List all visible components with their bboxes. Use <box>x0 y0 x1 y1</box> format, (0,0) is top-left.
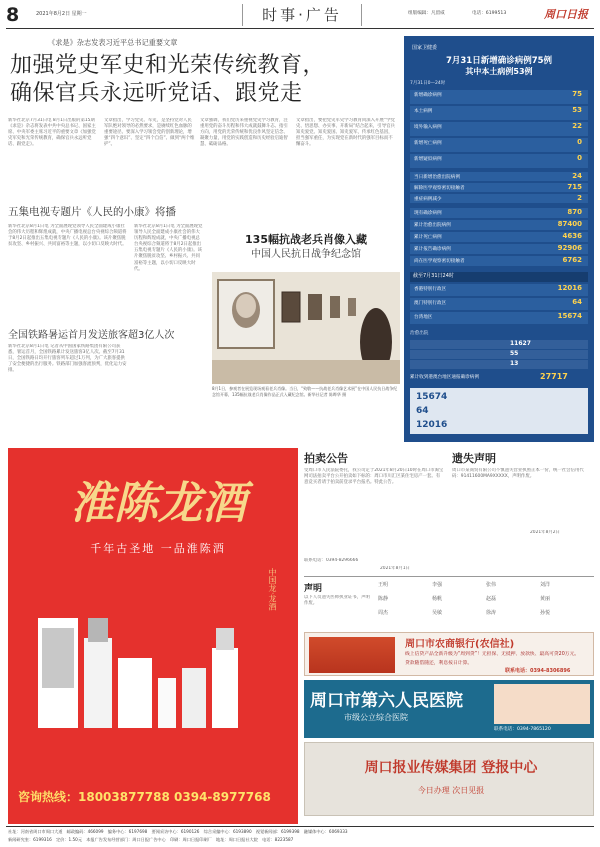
article1-title-line1: 加强党史军史和光荣传统教育， <box>10 53 326 78</box>
recovery-row <box>410 183 588 192</box>
liquor-ad <box>8 448 298 824</box>
loss-notice-title: 遗失声明 <box>452 452 496 465</box>
recovery-value: 2 <box>577 194 582 202</box>
bank-line2: 贷款随借随还，利息按日计算。 <box>405 661 473 666</box>
total-value: 870 <box>567 208 582 216</box>
hospital-title: 周口市第六人民医院 <box>310 691 463 710</box>
total-label: 尚在医学观察密切接触者 <box>414 259 465 264</box>
total-value: 4636 <box>562 232 582 240</box>
footer-line2: 新闻研究室：6199316 定价：1.50元 本报广告发布经营部门：周口日报广告中心 印刷：周口日报印刷厂 地址：周口日报社大院 电话：8223587 <box>8 837 294 842</box>
editor-label: 组版编辑：凡留威 <box>408 11 445 16</box>
epidemic-section2: 截至7月31日24时 <box>410 272 588 282</box>
auction-contact: 联系电话：0394-8296666 <box>304 558 359 563</box>
newspaper-ad <box>304 742 594 816</box>
epidemic-title-line1: 7月31日新增确诊病例75例 <box>445 56 553 66</box>
article1-title-line2: 确保官兵永远听党话、跟党走 <box>10 81 303 106</box>
photo-caption: 8月1日，参观者在展览现场观看老兵肖像。当日，“致敬——抗战老兵肖像艺术展”在中国人民抗日战争纪念馆开幕，135幅抗战老兵肖像作品正式入藏纪念馆。新华社记者 陈晔华 摄 <box>212 386 398 397</box>
new-case-label: 新增死亡病例 <box>414 141 442 146</box>
new-case-label: 新增确诊病例 <box>414 93 442 98</box>
total-label: 现有确诊病例 <box>414 211 442 216</box>
footer-value-mo: 64 <box>416 406 429 416</box>
new-case-value: 75 <box>572 90 582 98</box>
statement-name: 徐涛 <box>486 610 497 616</box>
photo-title-block <box>212 232 400 272</box>
new-case-value: 22 <box>572 122 582 130</box>
recovery-row <box>410 194 588 203</box>
total-row <box>410 220 588 230</box>
newspaper-ad-subtitle: 今日办理 次日见报 <box>417 786 485 795</box>
statement-name: 吴敏 <box>432 610 443 616</box>
auction-title: 拍卖公告 <box>304 452 348 465</box>
epidemic-new-cases <box>410 90 588 170</box>
region-value: 12016 <box>557 284 582 292</box>
article2-body: 新华社北京8月1日电 为全面展现党领导人民全面建成小康社会的伟大历程和辉煌成就，中央广播电视总台央视综合频道将于8月2日起推出五集电视专题片《人民的小康》。该片聚焦脱贫攻坚、乡村振兴、共同富裕等主题，以小切口反映大时代。 <box>8 224 127 248</box>
total-value: 87400 <box>557 220 582 228</box>
epidemic-hk-mo-tw <box>410 284 588 328</box>
total-row <box>410 244 588 254</box>
hospital-ad <box>304 680 594 738</box>
loss-notice-date: 2021年8月2日 <box>530 530 560 535</box>
new-case-label: 新增疑似病例 <box>414 157 442 162</box>
bank-hotline: 联系电话：0394-8306896 <box>505 668 571 674</box>
epidemic-title-line2: 其中本土病例53例 <box>465 67 533 76</box>
auction-body: 受周口市人民法院委托，我公司定于2021年8月20日10时在周口市淘宝网司法拍卖平台公开拍卖如下标的：周口市川汇区某住宅房产一套。有意竞买者请于拍卖前登录平台报名。特此公告。 <box>304 468 444 486</box>
new-case-row <box>410 122 588 136</box>
cure-tw: 13 <box>410 360 588 369</box>
liquor-vertical-text: 中国龙·龙酒 <box>268 568 277 611</box>
statement-name: 王明 <box>378 582 389 588</box>
total-row <box>410 232 588 242</box>
epidemic-infographic <box>404 36 594 442</box>
statement-name: 赵磊 <box>486 596 497 602</box>
article1-para4: 文章指出，要把党史军史学习教育同深入开展“学党史、悟思想、办实事、开新局”结合起来，引导官兵知史爱党、知史爱国、知史爱军，传承红色基因，担当强军重任，为实现党在新时代的强军目标而不懈奋斗。 <box>296 118 395 148</box>
epidemic-source: 国家卫健委 <box>412 45 438 51</box>
statement-name: 李强 <box>432 582 443 588</box>
region-label: 香港特别行政区 <box>414 287 447 292</box>
article1-kicker: 《求是》杂志发表习近平总书记重要文章 <box>48 38 178 47</box>
newspaper-ad-title: 周口报业传媒集团 登报中心 <box>364 760 538 776</box>
recovery-label: 解除医学观察密切接触者 <box>414 186 465 191</box>
loss-notice-body: 周口市某商贸有限公司不慎遗失营业执照正本一份，统一社会信用代码：91411600MA9XXXXX，声明作废。 <box>452 468 584 480</box>
article2-body-continued: 新华社北京8月1日电 为全面展现党领导人民全面建成小康社会的伟大历程和辉煌成就，中央广播电视总台央视综合频道将于8月2日起推出五集电视专题片《人民的小康》。该片聚焦脱贫攻坚、乡村振兴、共同富裕等主题，以小切口反映大时代。 <box>134 224 203 272</box>
page-number: 8 <box>6 4 20 26</box>
liquor-products <box>28 598 268 748</box>
bank-line1: 线上信贷产品全新升级为“周到贷”！无担保、无抵押、放款快、最高可贷20万元。 <box>405 652 580 657</box>
new-case-label: 本土病例 <box>414 109 433 114</box>
region-value: 64 <box>572 298 582 306</box>
hospital-subtitle: 市级公立综合医院 <box>344 713 408 722</box>
newspaper-brand: 周口日报 <box>544 8 588 21</box>
bank-ad <box>304 632 594 676</box>
total-value: 27717 <box>540 372 568 381</box>
statement-body: 以下人员遗失医师执业证书，声明作废。 <box>304 595 370 607</box>
new-case-value: 0 <box>577 138 582 146</box>
statement-name: 周杰 <box>378 610 389 616</box>
cure-mo: 55 <box>410 350 588 359</box>
statement-name: 孙悦 <box>540 610 551 616</box>
recovery-label: 当日新增治愈出院病例 <box>414 175 460 180</box>
article1-para2: 文章指出，学习党史、军史，是坚持党对人民军队绝对领导的必然要求，是赓续红色血脉的重要途径。要深入学习领会党的创新理论，增强“四个意识”、坚定“四个自信”、做到“两个维护”。 <box>104 118 195 148</box>
recovery-value: 715 <box>567 183 582 191</box>
total-label: 累计报告确诊病例 <box>414 247 451 252</box>
statement-block <box>304 576 594 628</box>
photo-title-line1: 135幅抗战老兵肖像入藏 <box>245 233 367 246</box>
total-row <box>410 208 588 218</box>
article1-para1: 新华社北京7月31日电 8月1日出版的第15期《求是》杂志将发表中共中央总书记、国家主席、中央军委主席习近平的重要文章《加强党史军史和光荣传统教育，确保官兵永远听党话、跟党走》。 <box>8 118 96 148</box>
total-label: 累计死亡病例 <box>414 235 442 240</box>
exhibition-photo <box>212 272 400 384</box>
new-case-row <box>410 138 588 152</box>
region-row <box>410 298 588 310</box>
total-row <box>410 256 588 266</box>
section-title: 时事·广告 <box>242 4 362 26</box>
total-label: 累计收到港澳台地区通报确诊病例 <box>410 375 479 380</box>
new-case-value: 0 <box>577 154 582 162</box>
recovery-value: 24 <box>572 172 582 180</box>
statement-name: 刘洋 <box>540 582 551 588</box>
new-case-label: 境外输入病例 <box>414 125 442 130</box>
statement-name: 张伟 <box>486 582 497 588</box>
footer-line1: 社址：河南省周口市周口大道 邮政编码：466099 编务中心：6197698 要闻采访中心：6190126 综合采编中心：6193890 视觉新闻部：6199398 融媒体中心：6069333 <box>8 829 348 834</box>
new-case-row <box>410 106 588 120</box>
region-label: 台湾地区 <box>414 315 433 320</box>
liquor-hotline: 咨询热线：18003877788 0394-8977768 <box>18 790 271 804</box>
liquor-slogan: 千年古圣地 一品淮陈酒 <box>90 542 226 555</box>
issue-date: 2021年8月2日 星期一 <box>36 11 87 17</box>
article3-title: 全国铁路暑运首月发送旅客超3亿人次 <box>8 330 175 341</box>
new-case-row <box>410 154 588 168</box>
total-value: 92906 <box>557 244 582 252</box>
footer-value-hk: 12016 <box>416 420 448 430</box>
epidemic-date: 7月31日0—24时 <box>410 81 446 86</box>
statement-names <box>378 581 594 627</box>
statement-name: 杨帆 <box>432 596 443 602</box>
bank-title: 周口市农商银行(农信社) <box>405 639 515 649</box>
footer-values <box>410 388 588 434</box>
epidemic-recoveries <box>410 172 588 206</box>
article2-title: 五集电视专题片《人民的小康》将播 <box>8 206 176 218</box>
cure-label: 治愈出院 <box>410 331 429 336</box>
new-case-row <box>410 90 588 104</box>
region-value: 15674 <box>557 312 582 320</box>
statement-name: 黄丽 <box>540 596 551 602</box>
region-row <box>410 284 588 296</box>
footer-value-tw: 15674 <box>416 392 448 402</box>
hospital-photo <box>494 684 590 724</box>
epidemic-totals <box>410 208 588 270</box>
new-case-value: 53 <box>572 106 582 114</box>
total-value: 6762 <box>562 256 582 264</box>
bank-card-image <box>309 637 395 673</box>
cure-hk: 11627 <box>410 340 588 349</box>
statement-title: 声明 <box>304 584 323 593</box>
hospital-hotline: 联系电话：0394-7865120 <box>494 727 551 732</box>
total-label: 累计治愈出院病例 <box>414 223 451 228</box>
liquor-brand: 淮陈龙酒 <box>70 478 246 529</box>
recovery-row <box>410 172 588 181</box>
region-row <box>410 312 588 324</box>
phone-label: 电话：6199513 <box>472 11 507 16</box>
photo-title-line2: 中国人民抗日战争纪念馆 <box>251 249 361 260</box>
article3-body: 新华社北京8月1日电 记者从中国国家铁路集团有限公司获悉，暑运首月，全国铁路累计发送旅客3亿人次。截至7月31日，全国铁路日均开行旅客列车超过1万列，为广大旅客提供了安全便捷的出行服务。铁路部门加强客流预判，优化运力安排。 <box>8 344 127 374</box>
statement-name: 陈静 <box>378 596 389 602</box>
region-label: 澳门特别行政区 <box>414 301 447 306</box>
cure-values <box>410 340 588 370</box>
auction-date: 2021年8月1日 <box>380 566 410 571</box>
article1-para3: 文章强调，我们党历来重视党史学习教育，注重用党的奋斗历程和伟大成就鼓舞斗志、指引方向，用党的光荣传统和优良作风坚定信念、凝聚力量，用党的实践创造和历史经验启迪智慧、砥砺品格。 <box>200 118 288 148</box>
recovery-label: 重症病例减少 <box>414 197 442 202</box>
